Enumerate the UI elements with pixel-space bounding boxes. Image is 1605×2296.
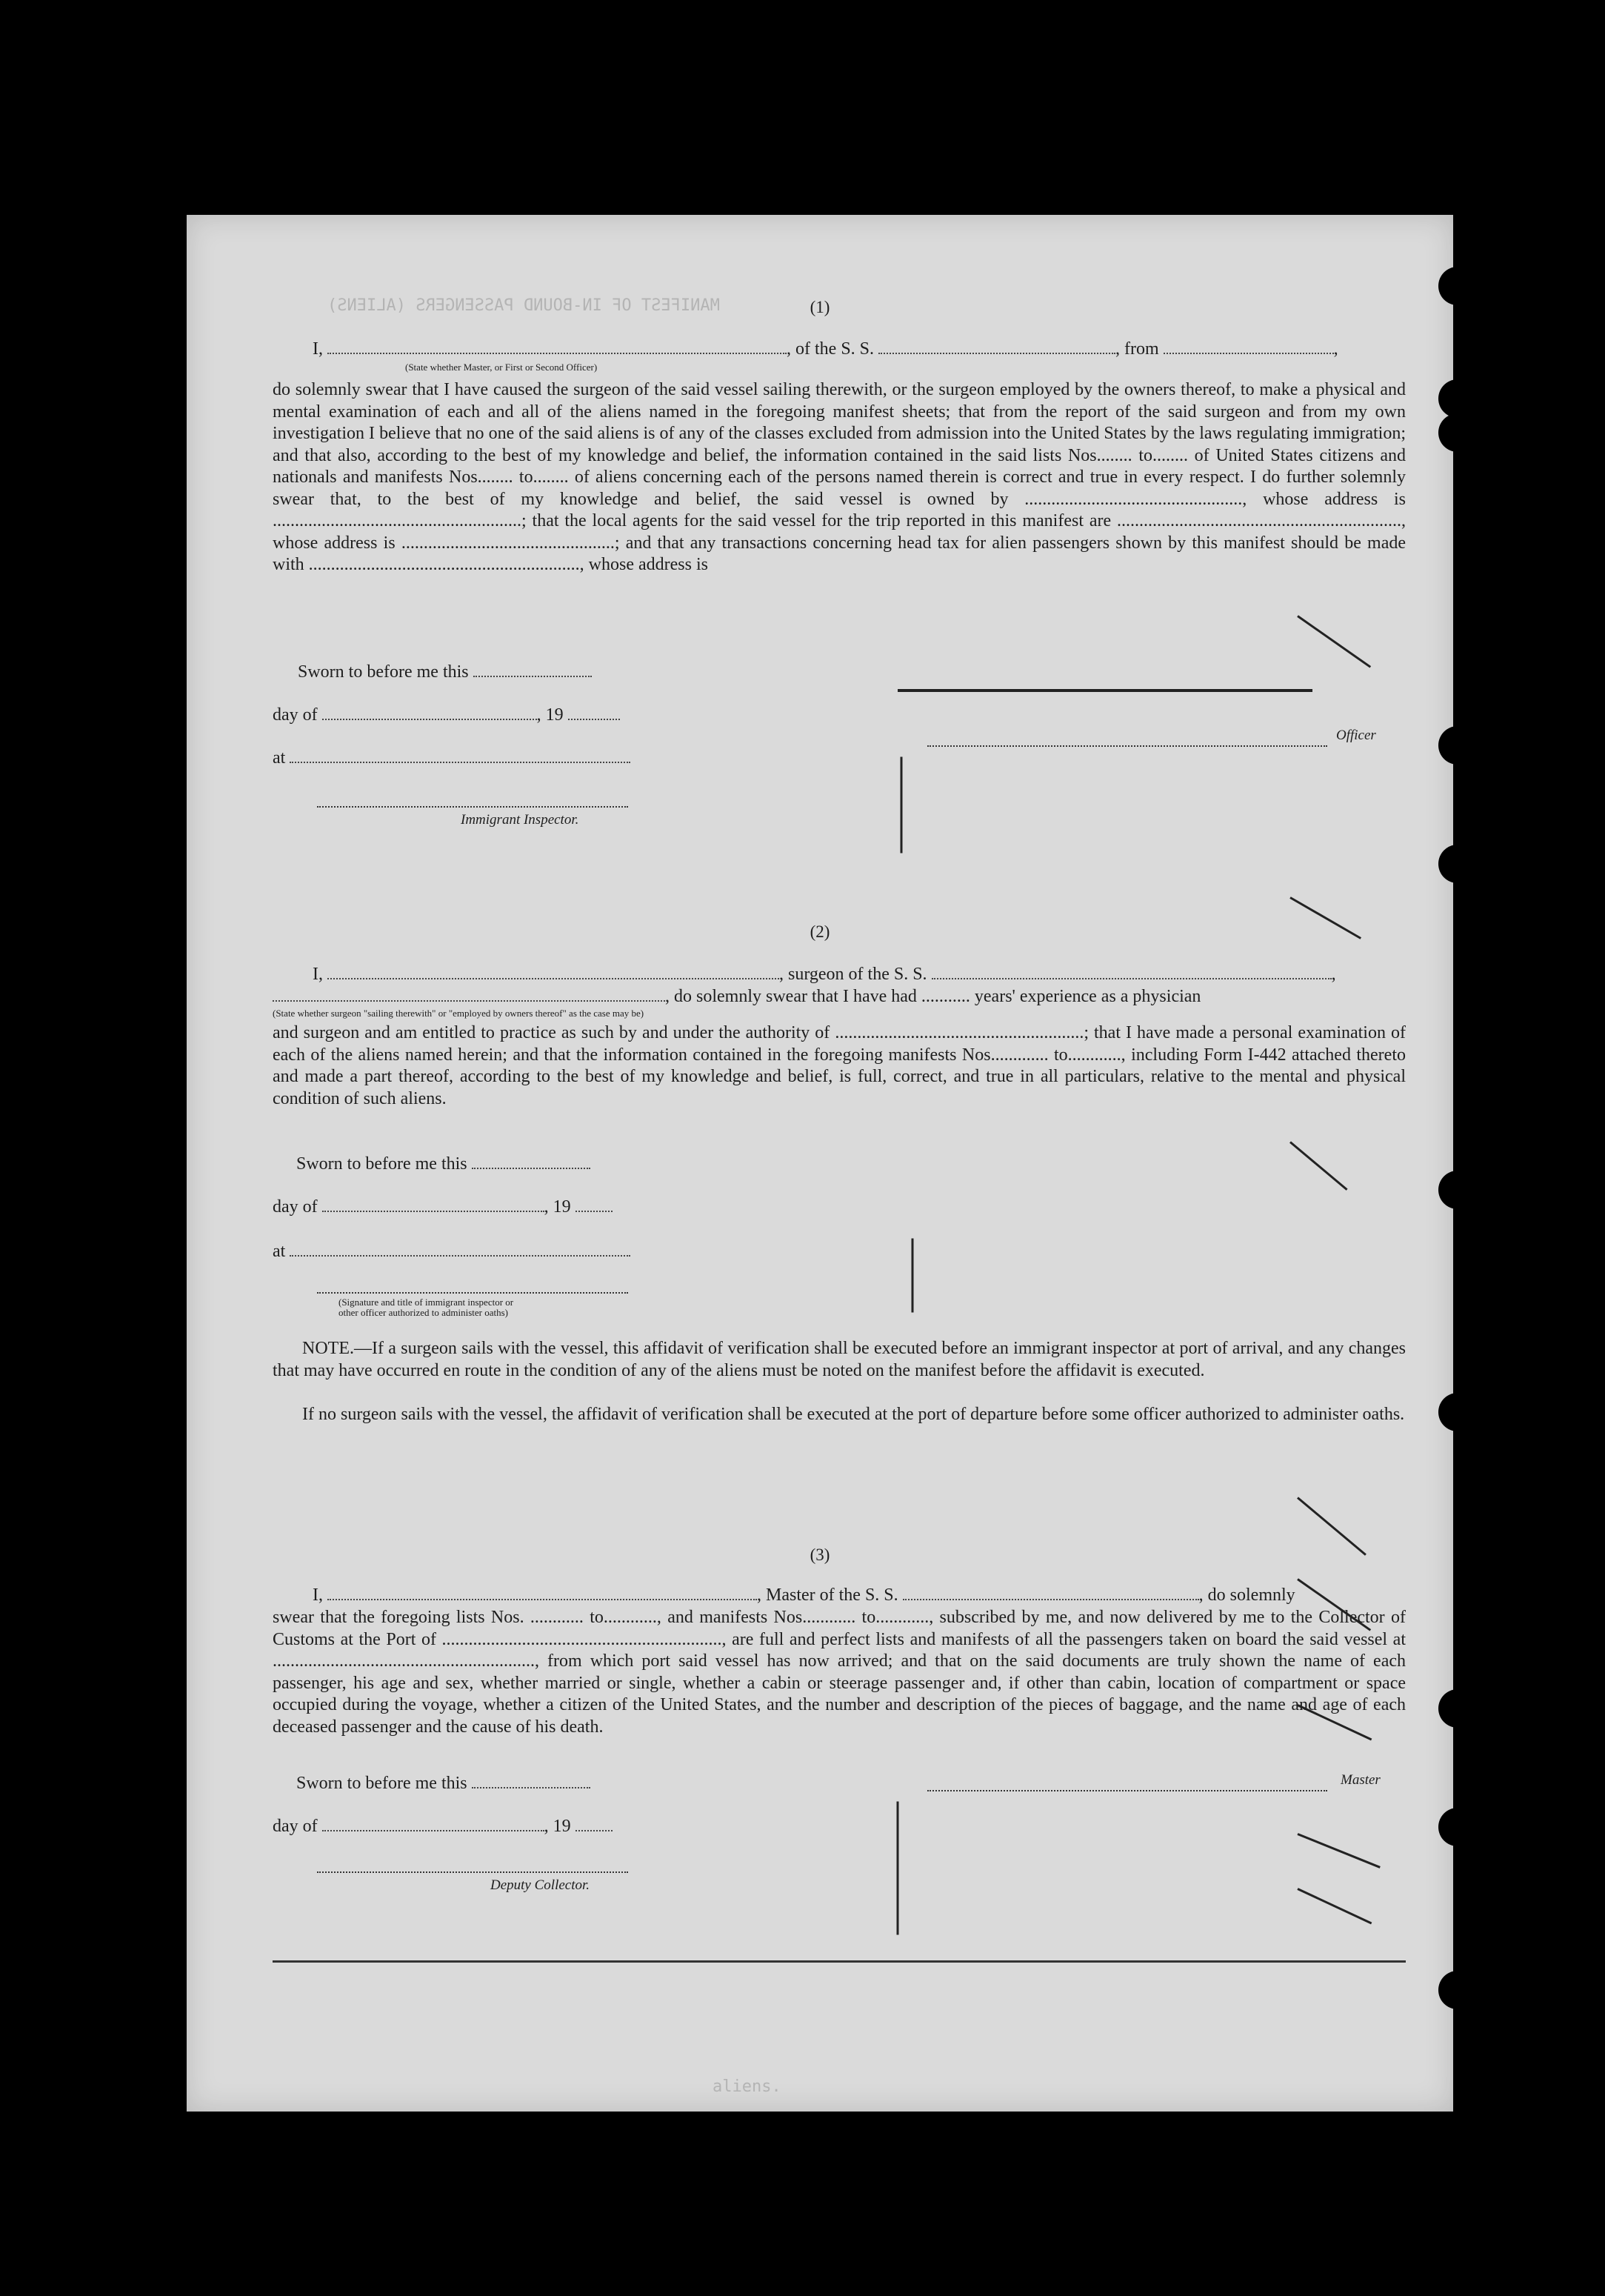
- sworn-line: Sworn to before me this: [296, 1774, 590, 1794]
- binder-hole: [1438, 845, 1477, 883]
- surgeon-note: NOTE.—If a surgeon sails with the vessel, this affidavit of verification shall be executed before an immigrant inspector at port of arrival, and any changes that may have occurred en route in the condition of any of the aliens must be noted on the manifest before the affidavit is executed.: [273, 1339, 1406, 1380]
- bleed-through-header: MANIFEST OF IN-BOUND PASSENGERS (ALIENS): [327, 296, 720, 315]
- from-label: , from: [1115, 339, 1159, 359]
- section-2-heading: (2): [810, 922, 830, 941]
- section-3-heading: (3): [810, 1545, 830, 1564]
- officer-label: Officer: [1336, 728, 1376, 743]
- officer-signature-line: [927, 745, 1327, 747]
- sworn-line: Sworn to before me this: [298, 662, 592, 682]
- day-of-line: day of , 19: [273, 705, 620, 725]
- binder-hole: [1438, 1393, 1477, 1431]
- note-label: NOTE.: [302, 1339, 354, 1358]
- day-of-line: day of , 19: [273, 1197, 613, 1217]
- section-3-intro-line: I, , Master of the S. S. , do solemnly: [313, 1585, 1295, 1605]
- binder-hole: [1438, 1171, 1477, 1209]
- master-signature-line: [927, 1790, 1327, 1791]
- collector-signature-line: [317, 1871, 628, 1873]
- section-2-intro-line: I, , surgeon of the S. S. ,: [313, 965, 1336, 984]
- pen-mark: [1289, 1141, 1348, 1191]
- pen-mark: [1297, 615, 1371, 668]
- section-2-body: and surgeon and am entitled to practice as such by and under the authority of ........................................................; that I have made a personal examination of each of the aliens named herein; and that the information contained in the foregoing manifests Nos............. to............, including Form I-442 attached thereto and made a part thereof, according to the best of my knowledge and belief, is full, correct, and true in all particulars, relative to the mental and physical condition of such aliens.: [273, 1023, 1406, 1108]
- bleed-through-footer: aliens.: [713, 2077, 781, 2096]
- immigrant-inspector-label: Immigrant Inspector.: [461, 812, 579, 828]
- binder-hole: [1438, 379, 1477, 418]
- state-whether-note: (State whether Master, or First or Second Officer): [405, 362, 598, 373]
- binder-hole: [1438, 1689, 1477, 1728]
- surgeon-of-label: , surgeon of the S. S.: [779, 965, 927, 984]
- no-surgeon-note: If no surgeon sails with the vessel, the affidavit of verification shall be executed at the port of departure before some officer authorized to administer oaths.: [302, 1405, 1405, 1424]
- manifest-page: [187, 215, 1453, 2112]
- at-line: at: [273, 1242, 630, 1262]
- signature-note-2: other officer authorized to administer oaths): [338, 1307, 508, 1318]
- inspector-signature-line: [317, 806, 628, 808]
- section-3-body: swear that the foregoing lists Nos. ............ to............, and manifests Nos............ to............, subscribed by me, and now delivered by me to the Collector of Customs at the Port of ..............................................................., are full and perfect lists and manifests of all the passengers taken on board the said vessel at ..........................................................., from which port said vessel has now arrived; and that on the said documents are truly shown the name of each passenger, his age and sex, whether married or single, whether a cabin or steerage passenger and, if other than cabin, location of compartment or space occupied during the voyage, whether a citizen of the United States, and the number and description of the pieces of baggage, and the name and age of each deceased passenger and the cause of his death.: [273, 1608, 1406, 1737]
- at-line: at: [273, 748, 630, 768]
- section-1-intro-line: I, , of the S. S. , from ,: [313, 339, 1338, 359]
- binder-hole: [1438, 1971, 1477, 2009]
- pen-mark: [1297, 1833, 1380, 1869]
- master-of-label: , Master of the S. S.: [757, 1585, 898, 1605]
- signature-line: [317, 1292, 628, 1294]
- pen-mark: [912, 1239, 914, 1313]
- bottom-rule: [273, 1960, 1406, 1963]
- section-1-body: do solemnly swear that I have caused the surgeon of the said vessel sailing therewith, or the surgeon employed by the owners thereof, to make a physical and mental examination of each and all of the aliens named in the foregoing manifest sheets; that from the report of the said surgeon and from my own investigation I believe that no one of the said aliens is of any of the classes excluded from admission into the United States by the laws regulating immigration; and that also, according to the best of my knowledge and belief, the information contained in the said lists Nos........ to........ of United States citizens and nationals and manifests Nos........ to........ of aliens concerning each of the persons named therein is correct and true in every respect. I do further solemnly swear that, to the best of my knowledge and belief, the said vessel is owned by ................................................., whose address is ........................................................; that the local agents for the said vessel for the trip reported in this manifest are ................................................................, whose address is ................................................; and that any transactions concerning head tax for alien passengers shown by this manifest should be made with ............................................................., whose address is: [273, 380, 1406, 574]
- sworn-line: Sworn to before me this: [296, 1154, 590, 1174]
- signature-note-1: (Signature and title of immigrant inspector or: [338, 1297, 514, 1308]
- day-of-line: day of , 19: [273, 1817, 613, 1837]
- pen-mark: [897, 1802, 899, 1935]
- section-1-heading: (1): [810, 298, 830, 316]
- binder-hole: [1438, 726, 1477, 765]
- binder-hole: [1438, 1808, 1477, 1846]
- pen-mark: [1297, 1888, 1372, 1924]
- pen-mark: [898, 689, 1312, 692]
- surgeon-state-note: (State whether surgeon "sailing therewith" or "employed by owners thereof" as the case may be): [273, 1008, 644, 1019]
- binder-hole: [1438, 413, 1477, 452]
- master-label: Master: [1341, 1772, 1381, 1788]
- deputy-collector-label: Deputy Collector.: [490, 1877, 590, 1893]
- section-2-line-two: , do solemnly swear that I have had ........... years' experience as a physician: [273, 987, 1201, 1007]
- of-the-ss-label: , of the S. S.: [787, 339, 875, 359]
- pen-mark: [901, 757, 903, 853]
